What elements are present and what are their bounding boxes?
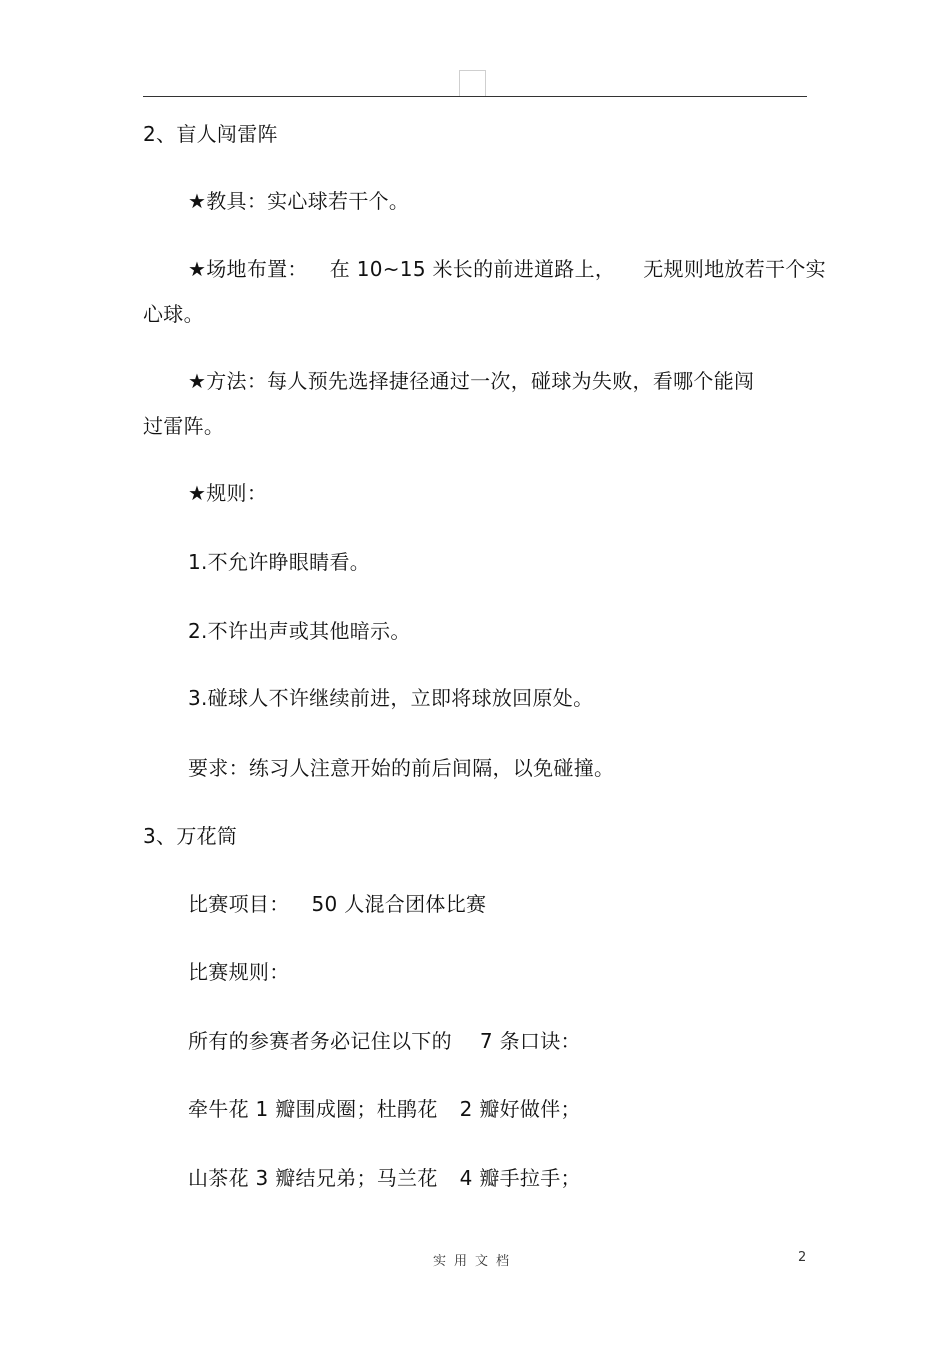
venue-line-continued: 心球。: [143, 302, 204, 326]
venue-text-1: 在 10~15 米长的前进道路上，: [329, 257, 616, 281]
project-label: 比赛项目：: [188, 892, 290, 916]
rule-item: 1.不允许睁眼睛看。: [188, 550, 371, 574]
rhyme-intro-count: 7 条口诀：: [479, 1029, 581, 1053]
requirement-line: 要求：练习人注意开始的前后间隔，以免碰撞。: [188, 756, 615, 780]
header-rule: [143, 96, 807, 97]
match-rules-title: 比赛规则：: [188, 960, 290, 984]
rhyme-line: [188, 1097, 581, 1121]
venue-text-2: 无规则地放若干个实: [643, 257, 826, 281]
rules-title: ★规则：: [188, 481, 268, 505]
rhyme-part: 4 瓣手拉手；: [459, 1166, 581, 1190]
section-3-title: 3、万花筒: [143, 824, 238, 848]
rhyme-part: 2 瓣好做伴；: [459, 1097, 581, 1121]
rhyme-part: 牵牛花 1 瓣围成圈；杜鹃花: [188, 1097, 438, 1121]
header-decoration: [459, 70, 486, 96]
equipment-line: ★教具：实心球若干个。: [188, 189, 410, 213]
project-value: 50 人混合团体比赛: [311, 892, 487, 916]
page-number: 2: [798, 1250, 807, 1265]
method-line-continued: 过雷阵。: [143, 414, 225, 438]
method-line: ★方法：每人预先选择捷径通过一次，碰球为失败，看哪个能闯: [188, 369, 755, 393]
rule-item: 3.碰球人不许继续前进，立即将球放回原处。: [188, 686, 594, 710]
venue-label: ★场地布置：: [188, 257, 308, 281]
section-2-title: 2、盲人闯雷阵: [143, 122, 278, 146]
rhyme-line: [188, 1166, 581, 1190]
venue-line: [188, 257, 826, 281]
footer-label: 实用文档: [432, 1254, 517, 1269]
rhyme-intro-text: 所有的参赛者务必记住以下的: [188, 1029, 452, 1053]
rhyme-intro-line: [188, 1029, 581, 1053]
project-line: [188, 892, 486, 916]
rule-item: 2.不许出声或其他暗示。: [188, 619, 411, 643]
rhyme-part: 山茶花 3 瓣结兄弟；马兰花: [188, 1166, 438, 1190]
